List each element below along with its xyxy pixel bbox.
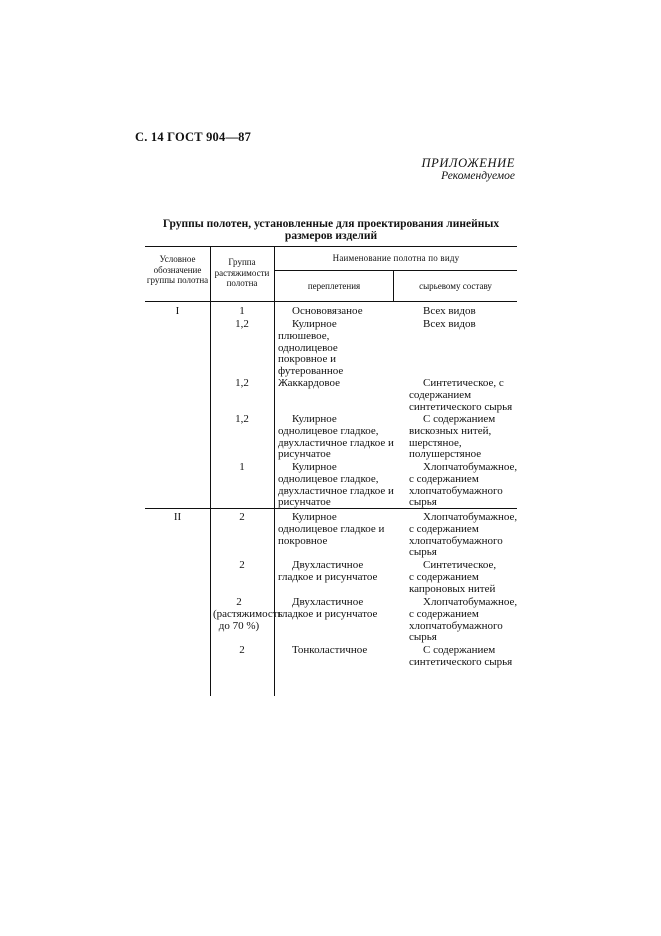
- stretch-groups-table: [145, 0, 517, 936]
- header-col4: сырьевому составу: [419, 281, 492, 291]
- row-6-group: II: [173, 511, 182, 523]
- table-top-rule: [145, 246, 517, 247]
- row-3-composition: Синтетическое, с содержанием синтетического сырья: [409, 377, 513, 413]
- row-6-composition: Хлопчатобумажное, с содержанием хлопчатобумажного сырья: [409, 511, 518, 559]
- row-1-weave: Основовязаное: [292, 305, 363, 317]
- row-7-weave: Двухластичное гладкое и рисунчатое: [278, 559, 378, 583]
- row-6-stretch: 2: [239, 511, 245, 523]
- table-title: Группы полотен, установленные для проектирования линейных размеров изделий: [162, 218, 500, 242]
- row-2-weave: Кулирное плюшевое, однолицевое покровное и футерованное: [278, 318, 344, 378]
- row-4-stretch: 1,2: [235, 413, 249, 425]
- row-8-composition: Хлопчатобумажное, с содержанием хлопчатобумажного сырья: [409, 596, 518, 644]
- row-7-stretch: 2: [239, 559, 245, 571]
- header-col1: Условное обозначение группы полотна: [146, 254, 209, 285]
- appendix-subtitle: Рекомендуемое: [441, 170, 515, 182]
- header-col2: Группа растяжимости полотна: [214, 257, 270, 288]
- row-3-stretch: 1,2: [235, 377, 249, 389]
- row-8-stretch: 2 (растяжимость до 70 %): [213, 596, 283, 632]
- row-9-composition: С содержанием синтетического сырья: [409, 644, 513, 668]
- row-9-stretch: 2: [239, 644, 245, 656]
- header-col-group: Наименование полотна по виду: [332, 253, 460, 263]
- header-bottom-rule: [145, 301, 517, 302]
- col2-divider: [274, 246, 275, 696]
- row-6-weave: Кулирное однолицевое гладкое и покровное: [278, 511, 385, 547]
- row-3-weave: Жаккардовое: [278, 377, 340, 389]
- row-4-composition: С содержанием вискозных нитей, шерстяное, полушерстяное: [409, 413, 496, 461]
- row-4-weave: Кулирное однолицевое гладкое, двухластичное гладкое и рисунчатое: [278, 413, 394, 461]
- row-5-weave: Кулирное однолицевое гладкое, двухластичное гладкое и рисунчатое: [278, 461, 394, 509]
- row-9-weave: Тонколастичное: [292, 644, 368, 656]
- header-col3: переплетения: [307, 281, 361, 291]
- appendix-title: ПРИЛОЖЕНИЕ: [421, 156, 515, 170]
- row-1-stretch: 1: [239, 305, 245, 317]
- row-7-composition: Синтетическое, с содержанием капроновых нитей: [409, 559, 497, 595]
- row-2-composition: Всех видов: [423, 318, 476, 330]
- row-8-weave: Двухластичное гладкое и рисунчатое: [278, 596, 378, 620]
- row-5-stretch: 1: [239, 461, 245, 473]
- row-5-composition: Хлопчатобумажное, с содержанием хлопчатобумажного сырья: [409, 461, 518, 509]
- page-header: С. 14 ГОСТ 904—87: [135, 130, 252, 144]
- row-1-group: I: [175, 305, 180, 317]
- row-1-composition: Всех видов: [423, 305, 476, 317]
- row-2-stretch: 1,2: [235, 318, 249, 330]
- header-sub-rule: [274, 270, 517, 271]
